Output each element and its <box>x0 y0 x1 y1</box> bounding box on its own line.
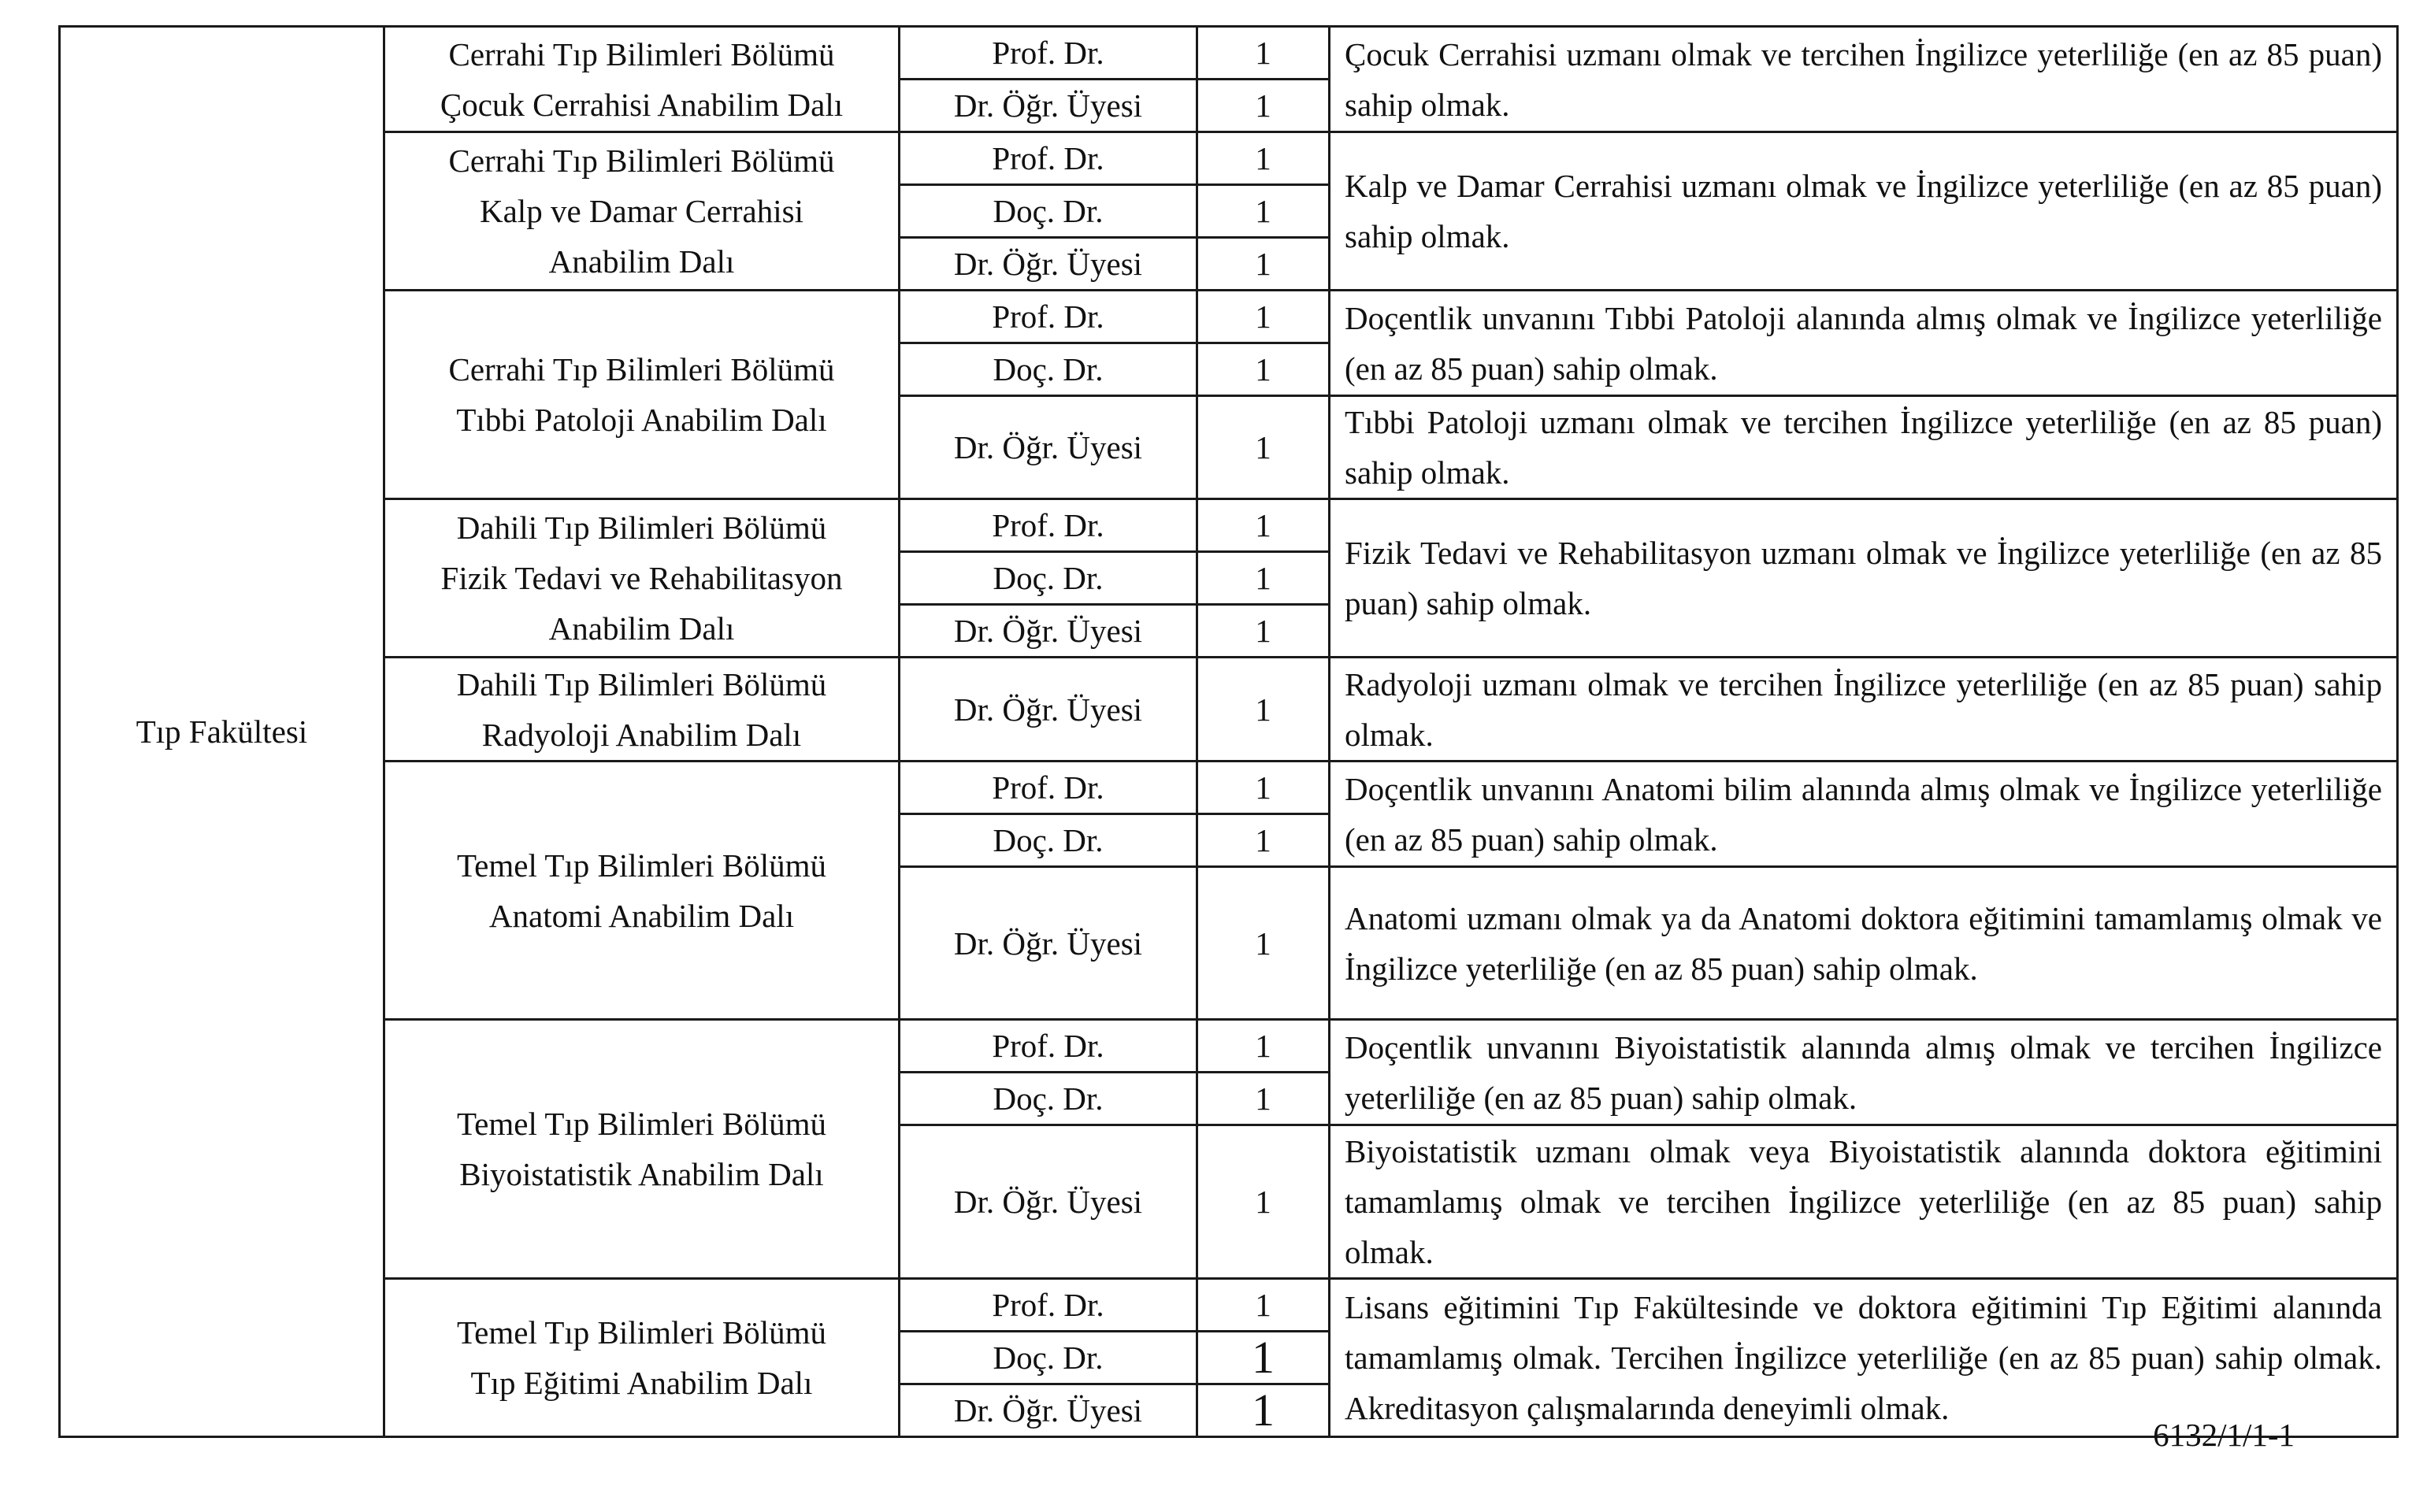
requirement-cell: Anatomi uzmanı olmak ya da Anatomi doktora eğitimini tamamlamış olmak ve İngilizce yeterliliğe (en az 85 puan) sahip olmak. <box>1330 867 2398 1020</box>
title-cell: Prof. Dr. <box>900 132 1197 185</box>
faculty-name: Tıp Fakültesi <box>135 713 308 750</box>
table-row <box>60 132 2398 185</box>
count-cell: 1 <box>1197 552 1330 605</box>
count-cell: 1 <box>1197 658 1330 762</box>
department-line: Cerrahi Tıp Bilimleri Bölümü <box>448 35 835 72</box>
requirement-cell: Biyoistatistik uzmanı olmak veya Biyoistatistik alanında doktora eğitimini tamamlamış olmak ve tercihen İngilizce yeterliliğe (en az 85 puan) sahip olmak. <box>1330 1125 2398 1279</box>
department-line: Temel Tıp Bilimleri Bölümü <box>457 847 826 884</box>
count-cell: 1 <box>1197 27 1330 80</box>
faculty-cell <box>60 27 384 1437</box>
count-cell: 1 <box>1197 1279 1330 1332</box>
department-line: Temel Tıp Bilimleri Bölümü <box>457 1106 826 1142</box>
count-cell: 1 <box>1197 1125 1330 1279</box>
department-line: Radyoloji Anabilim Dalı <box>481 716 802 753</box>
title-cell: Prof. Dr. <box>900 499 1197 552</box>
department-cell <box>384 762 900 1020</box>
count-cell: 1 <box>1197 499 1330 552</box>
count-cell: 1 <box>1197 396 1330 499</box>
table-row <box>60 291 2398 343</box>
requirement-cell: Doçentlik unvanını Biyoistatistik alanında almış olmak ve tercihen İngilizce yeterliliğe (en az 85 puan) sahip olmak. <box>1330 1020 2398 1125</box>
requirement-cell: Fizik Tedavi ve Rehabilitasyon uzmanı olmak ve İngilizce yeterliliğe (en az 85 puan) sahip olmak. <box>1330 499 2398 658</box>
count-cell: 1 <box>1197 291 1330 343</box>
requirement-cell: Doçentlik unvanını Anatomi bilim alanında almış olmak ve İngilizce yeterliliğe (en az 85 puan) sahip olmak. <box>1330 762 2398 867</box>
department-line: Cerrahi Tıp Bilimleri Bölümü <box>448 143 835 179</box>
department-cell <box>384 499 900 658</box>
count-cell: 1 <box>1197 605 1330 658</box>
title-cell: Prof. Dr. <box>900 1020 1197 1073</box>
title-cell: Doç. Dr. <box>900 1332 1197 1384</box>
title-cell: Doç. Dr. <box>900 185 1197 238</box>
requirement-cell: Tıbbi Patoloji uzmanı olmak ve tercihen İngilizce yeterliliğe (en az 85 puan) sahip olmak. <box>1330 396 2398 499</box>
table-row <box>60 27 2398 80</box>
positions-table-body <box>60 27 2398 1437</box>
positions-table <box>58 25 2399 1438</box>
requirement-cell: Radyoloji uzmanı olmak ve tercihen İngilizce yeterliliğe (en az 85 puan) sahip olmak. <box>1330 658 2398 762</box>
table-row <box>60 658 2398 762</box>
count-cell: 1 <box>1197 1073 1330 1125</box>
department-line: Anabilim Dalı <box>548 243 735 280</box>
table-row <box>60 499 2398 552</box>
title-cell: Doç. Dr. <box>900 343 1197 396</box>
title-cell: Dr. Öğr. Üyesi <box>900 238 1197 291</box>
department-line: Temel Tıp Bilimleri Bölümü <box>457 1314 826 1351</box>
document-reference: 6132/1/1-1 <box>2153 1417 2295 1453</box>
department-cell <box>384 27 900 132</box>
requirement-cell: Lisans eğitimini Tıp Fakültesinde ve doktora eğitimini Tıp Eğitimi alanında tamamlamış olmak. Tercihen İngilizce yeterliliğe (en az 85 puan) sahip olmak. Akreditasyon çalışmalarında deneyimli olmak. <box>1330 1279 2398 1437</box>
title-cell: Dr. Öğr. Üyesi <box>900 605 1197 658</box>
title-cell: Doç. Dr. <box>900 552 1197 605</box>
table-row <box>60 1020 2398 1073</box>
department-line: Dahili Tıp Bilimleri Bölümü <box>456 665 827 702</box>
department-line: Tıp Eğitimi Anabilim Dalı <box>470 1365 813 1401</box>
department-cell <box>384 291 900 499</box>
count-cell: 1 <box>1197 343 1330 396</box>
title-cell: Dr. Öğr. Üyesi <box>900 658 1197 762</box>
title-cell: Prof. Dr. <box>900 291 1197 343</box>
count-cell: 1 <box>1197 867 1330 1020</box>
requirement-cell: Kalp ve Damar Cerrahisi uzmanı olmak ve İngilizce yeterliliğe (en az 85 puan) sahip olmak. <box>1330 132 2398 291</box>
count-cell: 1 <box>1197 762 1330 814</box>
title-cell: Dr. Öğr. Üyesi <box>900 1384 1197 1437</box>
department-cell <box>384 1020 900 1279</box>
title-cell: Dr. Öğr. Üyesi <box>900 1125 1197 1279</box>
count-cell: 1 <box>1197 238 1330 291</box>
title-cell: Prof. Dr. <box>900 762 1197 814</box>
department-line: Biyoistatistik Anabilim Dalı <box>459 1156 824 1192</box>
department-line: Fizik Tedavi ve Rehabilitasyon <box>440 560 843 596</box>
title-cell: Doç. Dr. <box>900 1073 1197 1125</box>
department-cell <box>384 132 900 291</box>
title-cell: Dr. Öğr. Üyesi <box>900 80 1197 132</box>
title-cell: Prof. Dr. <box>900 27 1197 80</box>
department-line: Tıbbi Patoloji Anabilim Dalı <box>456 402 827 438</box>
count-cell: 1 <box>1197 814 1330 867</box>
count-cell: 1 <box>1197 1332 1330 1384</box>
title-cell: Dr. Öğr. Üyesi <box>900 867 1197 1020</box>
department-line: Çocuk Cerrahisi Anabilim Dalı <box>440 86 844 123</box>
count-cell: 1 <box>1197 80 1330 132</box>
count-cell: 1 <box>1197 1384 1330 1437</box>
department-cell <box>384 658 900 762</box>
title-cell: Prof. Dr. <box>900 1279 1197 1332</box>
department-line: Dahili Tıp Bilimleri Bölümü <box>456 510 827 546</box>
department-line: Cerrahi Tıp Bilimleri Bölümü <box>448 351 835 387</box>
count-cell: 1 <box>1197 185 1330 238</box>
count-cell: 1 <box>1197 132 1330 185</box>
department-line: Anatomi Anabilim Dalı <box>488 897 795 934</box>
department-line: Anabilim Dalı <box>548 610 735 647</box>
title-cell: Doç. Dr. <box>900 814 1197 867</box>
title-cell: Dr. Öğr. Üyesi <box>900 396 1197 499</box>
requirement-cell: Doçentlik unvanını Tıbbi Patoloji alanında almış olmak ve İngilizce yeterliliğe (en az 85 puan) sahip olmak. <box>1330 291 2398 396</box>
table-row <box>60 762 2398 814</box>
table-row <box>60 1279 2398 1332</box>
count-cell: 1 <box>1197 1020 1330 1073</box>
department-cell <box>384 1279 900 1437</box>
requirement-cell: Çocuk Cerrahisi uzmanı olmak ve tercihen İngilizce yeterliliğe (en az 85 puan) sahip olmak. <box>1330 27 2398 132</box>
department-line: Kalp ve Damar Cerrahisi <box>480 193 803 229</box>
